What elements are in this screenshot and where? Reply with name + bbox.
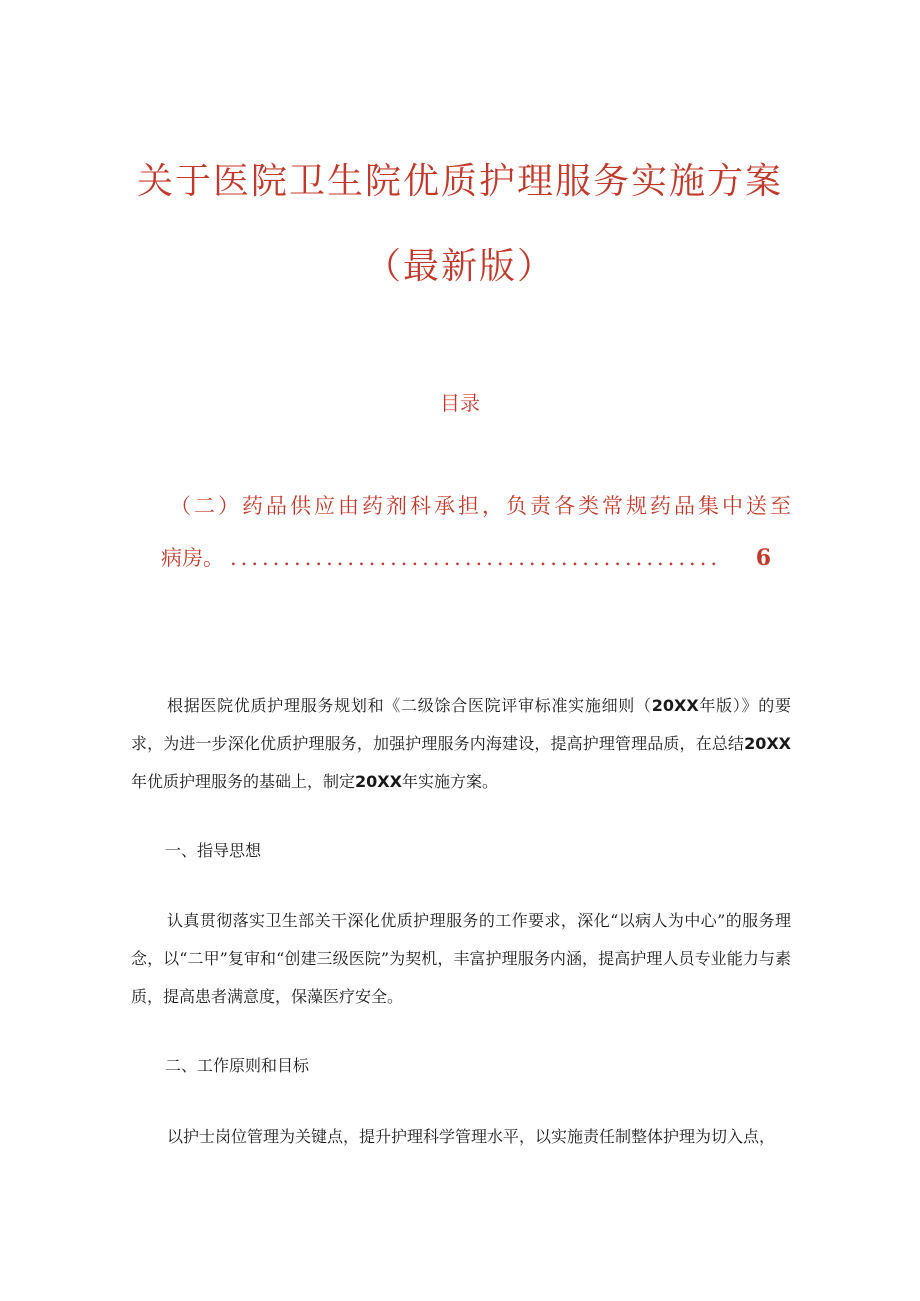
toc-dot-leader: .............................................. (230, 546, 722, 570)
toc-heading: 目录 (440, 391, 480, 415)
section-heading-principles-goals: 二、工作原则和目标 (165, 1056, 310, 1075)
guiding-ideology-paragraph (131, 902, 791, 1016)
intro-text-4: 年实施方案。 (401, 772, 498, 791)
section-heading-guiding-ideology: 一、指导思想 (165, 841, 262, 860)
toc-page-number: 6 (755, 545, 771, 571)
toc-entry-continuation[interactable] (161, 542, 771, 572)
guiding-ideology-text: 认真贯彻落实卫生部关干深化优质护理服务的工作要求，深化“以病人为中心”的服务理念，以“二甲”复审和“创建三级医院”为契机，丰富护理服务内涵，提高护理人员专业能力与素质，提高患者满意度，保藻医疗安全。 (131, 911, 791, 1006)
principles-paragraph (131, 1118, 791, 1156)
intro-year-3: 20XX (355, 772, 402, 791)
toc-entry-text-end: 病房。 (161, 546, 224, 570)
intro-text-2: 年版）》的要求，为进一步深化优质护理服务，加强护理服务内海建设，提高护理管理品质，在总结 (131, 696, 791, 753)
intro-year-2: 20XX (744, 734, 791, 753)
intro-year-1: 20XX (651, 696, 699, 715)
document-title: 关于医院卫生院优质护理服务实施方案 (136, 161, 783, 202)
intro-text-1: 根据医院优质护理服务规划和《二级馀合医院评审标准实施细则（ (167, 696, 652, 715)
document-subtitle: （最新版） (364, 246, 555, 287)
intro-text-3: 年优质护理服务的基础上，制定 (131, 772, 356, 791)
intro-paragraph (131, 687, 791, 801)
principles-text: 以护士岗位管理为关键点，提升护理科学管理水平，以实施责任制整体护理为切入点， (167, 1127, 776, 1146)
toc-entry-text[interactable]: （二）药品供应由药剂科承担，负责各类常规药品集中送至 (170, 494, 794, 518)
